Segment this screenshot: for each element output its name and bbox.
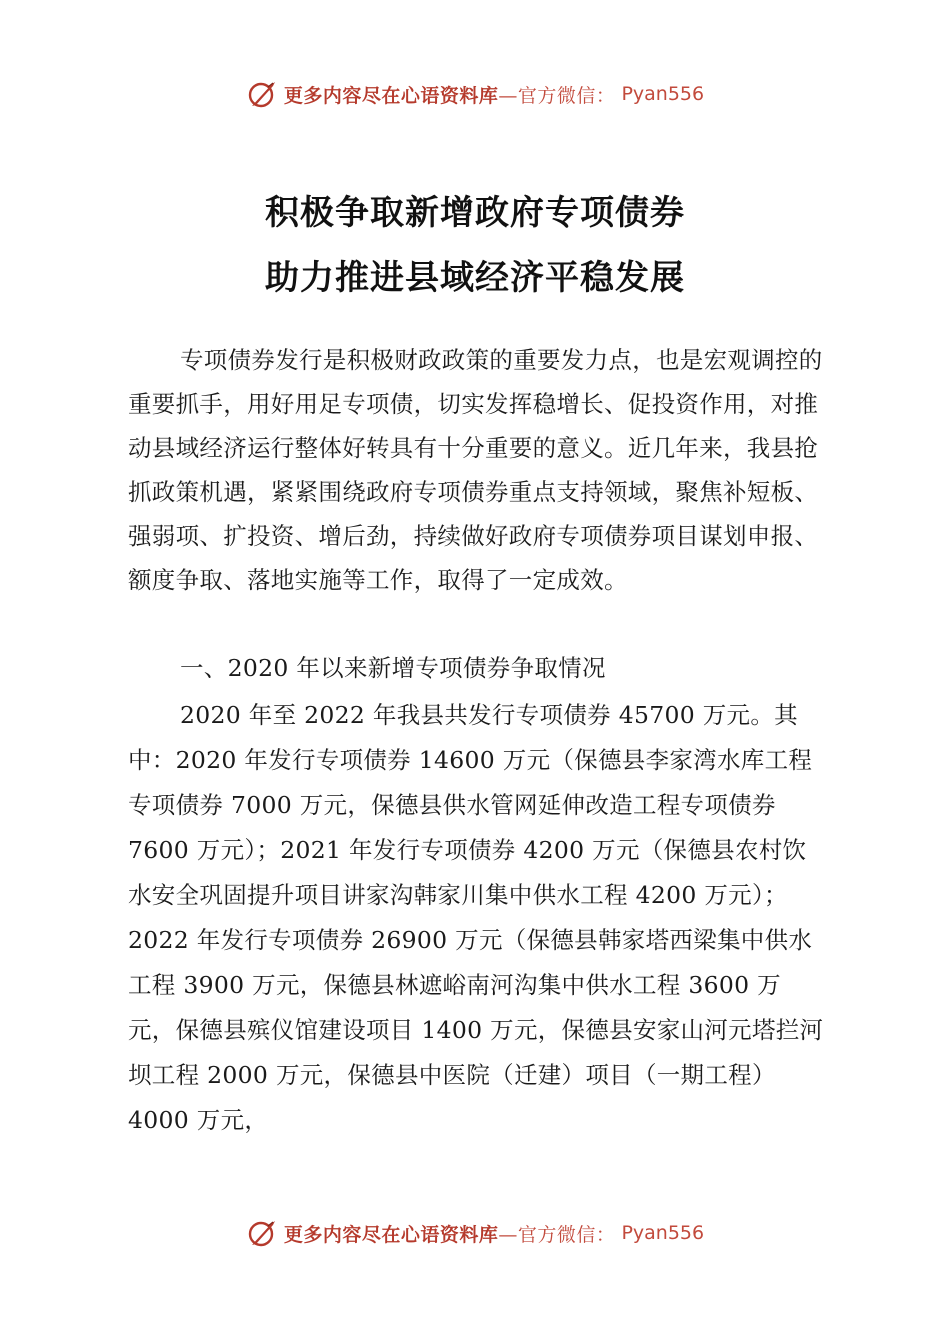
footer-wechat-id: Pyan556 (621, 1222, 705, 1244)
document-title-line-2: 助力推进县域经济平稳发展 (265, 258, 685, 298)
quill-pen-logo-icon (246, 78, 278, 110)
footer-banner-prefix: 更多内容尽在心语资料库 (283, 1223, 499, 1246)
footer-watermark-banner (0, 1213, 950, 1253)
intro-paragraph: 专项债券发行是积极财政政策的重要发力点，也是宏观调控的重要抓手，用好用足专项债，切实发挥稳增长、促投资作用，对推动县域经济运行整体好转具有十分重要的意义。近几年来，我县抢抓政策机遇，紧紧围绕政府专项债券重点支持领域，聚焦补短板、强弱项、扩投资、增后劲，持续做好政府专项债券项目谋划申报、额度争取、落地实施等工作，取得了一定成效。 (128, 346, 823, 594)
bond-details-paragraph: 2020 年至 2022 年我县共发行专项债券 45700 万元。其中：2020 年发行专项债券 14600 万元（保德县李家湾水库工程专项债券 7000 万元，保德县供水管网延伸改造工程专项债券 7600 万元）；2021 年发行专项债券 4200 万元（保德县农村饮水安全巩固提升项目讲家沟韩家川集中供水工程 4200 万元）；2022 年发行专项债券 26900 万元（保德县韩家塔西梁集中供水工程 3900 万元，保德县林遮峪南河沟集中供水工程 3600 万元，保德县殡仪馆建设项目 1400 万元，保德县安家山河元塔拦河坝工程 2000 万元，保德县中医院（迁建）项目（一期工程）4000 万元， (128, 701, 824, 1134)
header-watermark-banner (0, 74, 950, 114)
footer-banner-suffix: —官方微信： (498, 1223, 616, 1246)
document-title-line-1: 积极争取新增政府专项债券 (265, 193, 685, 233)
header-banner-prefix: 更多内容尽在心语资料库 (283, 84, 499, 107)
header-banner-suffix: —官方微信： (498, 84, 616, 107)
quill-pen-logo-icon (246, 1217, 278, 1249)
header-wechat-id: Pyan556 (621, 83, 705, 105)
section-heading: 一、2020 年以来新增专项债券争取情况 (180, 654, 606, 682)
